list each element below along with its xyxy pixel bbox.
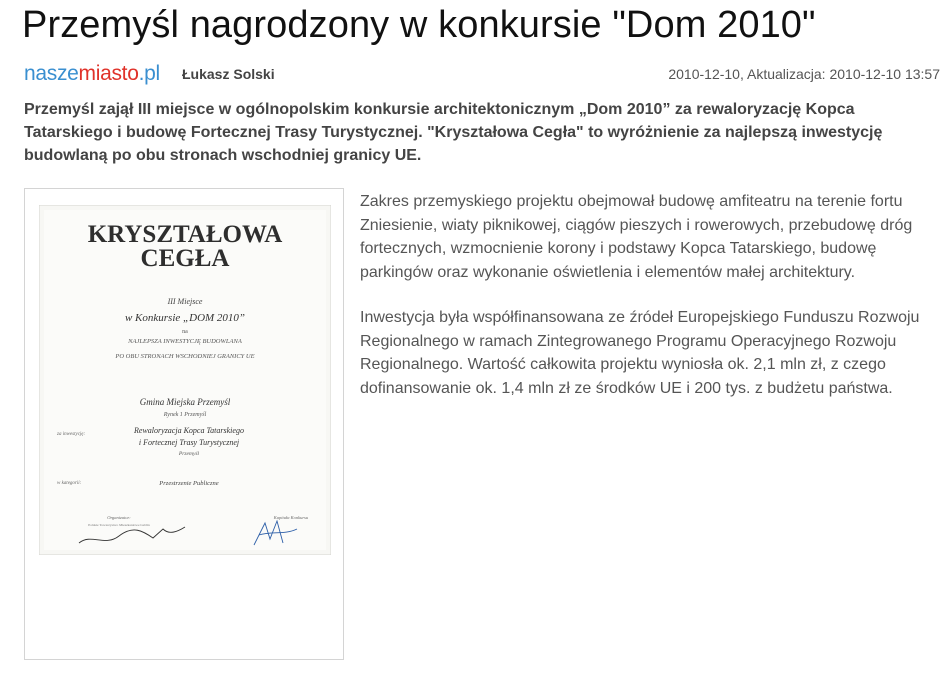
diploma-category: Przestrzenie Publiczne <box>159 480 219 487</box>
diploma-line-b: PO OBU STRONACH WSCHODNIEJ GRANICY UE <box>115 353 255 360</box>
logo-part-miasto: miasto <box>78 62 139 85</box>
article-title: Przemyśl nagrodzony w konkursie "Dom 2010" <box>22 4 816 46</box>
diploma-image <box>39 205 331 555</box>
diploma-label-category: w kategorii: <box>57 481 82 486</box>
article-body <box>360 190 940 422</box>
diploma-recipient: Gmina Miejska Przemyśl <box>139 397 231 407</box>
diploma-investment-2: i Fortecznej Trasy Turystycznej <box>138 438 240 447</box>
diploma-organizer-label: Organizator: <box>107 515 131 520</box>
diploma-contest: w Konkursie „DOM 2010” <box>124 312 246 324</box>
diploma-line-a: NAJLEPSZA INWESTYCJĘ BUDOWLANA <box>128 338 242 345</box>
diploma-heading-1: KRYSZTAŁOWA <box>87 221 283 248</box>
diploma-label-investment: za inwestycję: <box>57 432 86 437</box>
site-logo[interactable] <box>24 62 160 86</box>
diploma-chapter-label: Kapituła Konkursu <box>273 515 309 520</box>
diploma-city: Przemyśl <box>178 451 200 457</box>
diploma-image-link[interactable] <box>39 205 331 555</box>
diploma-investment-1: Rewaloryzacja Kopca Tatarskiego <box>134 426 244 435</box>
article-image-frame <box>24 188 344 660</box>
publication-date: 2010-12-10, Aktualizacja: 2010-12-10 13:57 <box>668 66 940 82</box>
diploma-heading-2: CEGŁA <box>140 245 230 272</box>
logo-part-pl: .pl <box>138 62 160 85</box>
logo-part-nasze: nasze <box>24 62 79 85</box>
author-name[interactable]: Łukasz Solski <box>182 66 275 82</box>
article-paragraph-1: Zakres przemyskiego projektu obejmował budowę amfiteatru na terenie fortu Zniesienie, wiaty piknikowej, ciągów pieszych i rowerowych, przebudowę dróg fortecznych, wzmocnienie korony i podstawy Kopca Tatarskiego, budowę parkingów oraz wykonanie oświetlenia i elementów małej architektury. <box>360 193 913 281</box>
article-lead: Przemyśl zajął III miejsce w ogólnopolskim konkursie architektonicznym „Dom 2010” za rewaloryzację Kopca Tatarskiego i budowę Fortecznej Trasy Turystycznej. "Kryształowa Cegła" to wyróżnienie za najlepszą inwestycję budowlaną po obu stronach wschodniej granicy UE. <box>24 101 883 164</box>
article-paragraph-2: Inwestycja była współfinansowana ze źródeł Europejskiego Funduszu Rozwoju Regionalnego w ramach Zintegrowanego Programu Operacyjnego Rozwoju Regionalnego. Wartość całkowita projektu wyniosła ok. 2,1 mln zł, z czego dofinansowanie ok. 1,4 mln zł ze środków UE i 200 tys. z budżetu państwa. <box>360 309 920 397</box>
diploma-place: III Miejsce <box>167 297 203 306</box>
diploma-organizer: Polskie Towarzystwo Mieszkaniowe Lublin <box>88 523 150 527</box>
diploma-na: na <box>182 329 188 335</box>
diploma-address: Rynek 1 Przemyśl <box>163 412 207 418</box>
